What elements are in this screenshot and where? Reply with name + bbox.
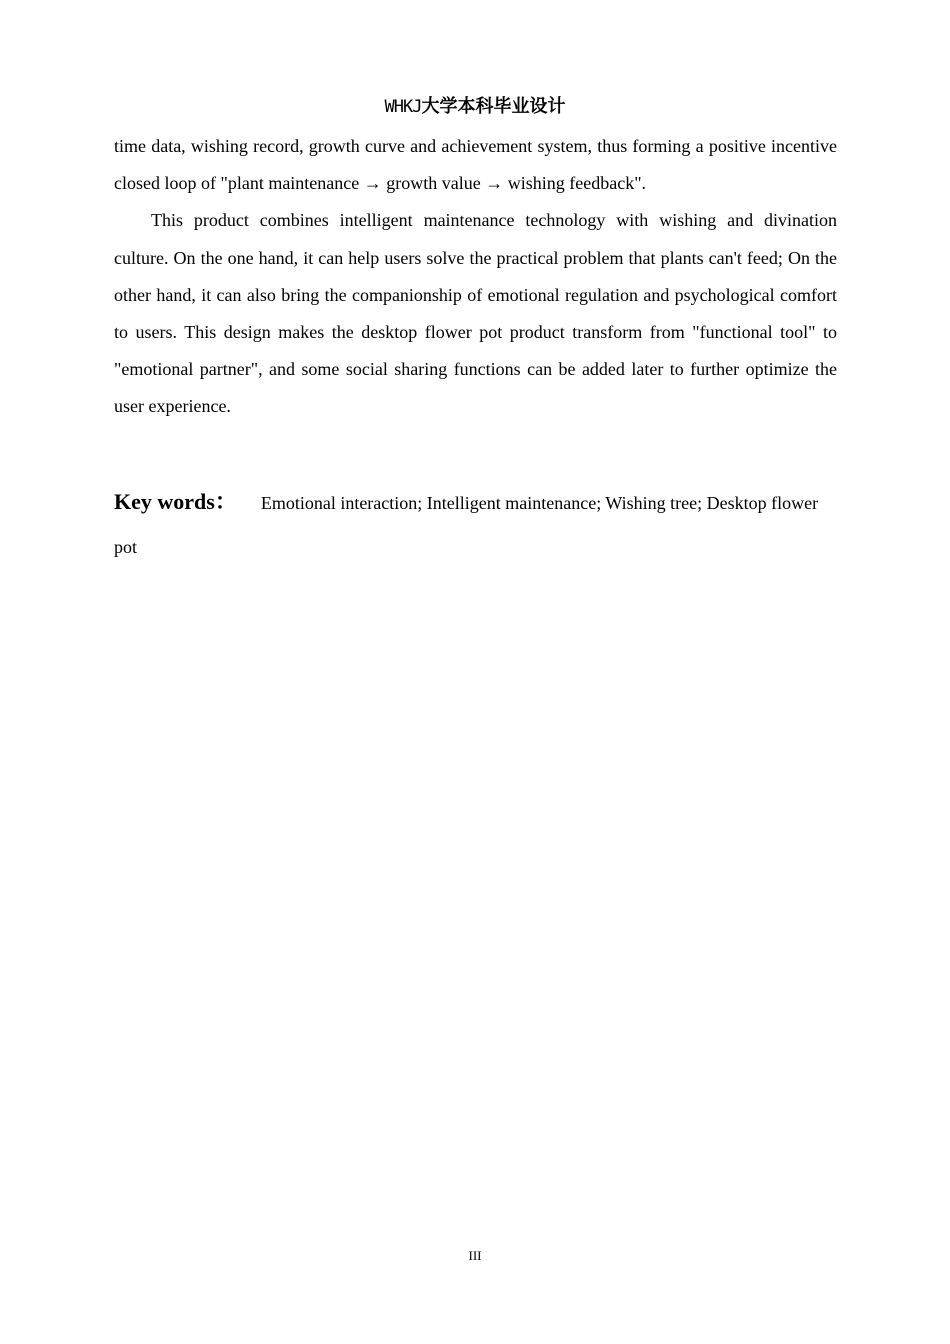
keywords-section <box>114 480 837 569</box>
abstract-paragraph: This product combines intelligent maintenance technology with wishing and divination culture. On the one hand, it can help users solve the practical problem that plants can't feed; On the other hand, it can also bring the companionship of emotional regulation and psychological comfort to users. This design makes the desktop flower pot product transform from "functional tool" to "emotional partner", and some social sharing functions can be added later to further optimize the user experience. <box>114 210 837 417</box>
keywords-label: Key words： <box>114 489 237 514</box>
header-university-code: WHKJ <box>384 97 422 117</box>
page-number: III <box>468 1248 482 1263</box>
keywords-text: Emotional interaction; Intelligent maintenance; Wishing tree; Desktop flower pot <box>114 493 819 557</box>
abstract-paragraph-continued: time data, wishing record, growth curve and achievement system, thus forming a positive incentive closed loop of "plant maintenance → growth value → wishing feedback". <box>114 136 837 194</box>
running-header <box>0 94 950 120</box>
header-thesis-title: 大学本科毕业设计 <box>421 96 566 117</box>
abstract-body <box>114 128 837 426</box>
